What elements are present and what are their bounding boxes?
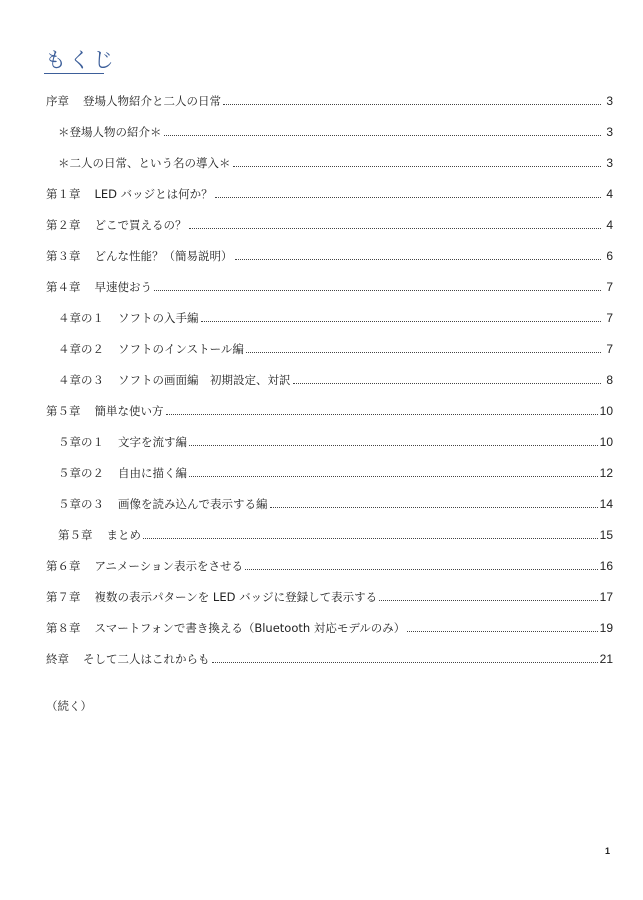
toc-entry-text: 画像を読み込んで表示する編 (118, 497, 268, 511)
toc-entry-page: 4 (606, 187, 613, 201)
toc-entry-number: 第３章 (46, 249, 81, 263)
toc-entry[interactable] (46, 555, 613, 573)
toc-entry-text: ＊二人の日常、という名の導入＊ (58, 156, 231, 170)
toc-entry-page: 6 (606, 249, 613, 263)
toc-entry[interactable] (46, 648, 613, 666)
toc-entry-text: ソフトの入手編 (118, 311, 199, 325)
toc-entry-page: 7 (606, 280, 613, 294)
toc-entry-number: 第８章 (46, 621, 81, 635)
toc-entry[interactable] (58, 338, 613, 356)
toc-entry-number: 序章 (46, 94, 69, 108)
toc-entry-text: まとめ (106, 528, 141, 542)
toc-entry-leader (407, 631, 597, 632)
toc-entry-page: 3 (606, 156, 613, 170)
toc-entry-text: どんな性能？（簡易説明） (94, 249, 233, 263)
toc-entry-number: 第２章 (46, 218, 81, 232)
toc-title: もくじ (45, 48, 117, 72)
toc-entry-number: 第１章 (46, 187, 81, 201)
toc-entry-number: 第５章 (58, 528, 93, 542)
toc-entry-leader (235, 259, 602, 260)
toc-entry-text: どこで買えるの？ (94, 218, 187, 232)
toc-entry[interactable] (58, 307, 613, 325)
continued-note: （続く） (46, 699, 92, 713)
toc-entry-leader (189, 476, 598, 477)
toc-entry-page: 10 (599, 435, 613, 449)
toc-entry-text: スマートフォンで書き換える（Bluetooth 対応モデルのみ） (94, 621, 406, 635)
toc-entry-page: 3 (606, 125, 613, 139)
toc-entry[interactable] (58, 493, 613, 511)
toc-entry-leader (379, 600, 598, 601)
toc-entry-leader (189, 445, 598, 446)
toc-entry[interactable] (58, 462, 613, 480)
toc-entry-page: 7 (606, 311, 613, 325)
toc-entry-number: ５章の１ (58, 435, 104, 449)
toc-entry-leader (245, 569, 598, 570)
toc-entry[interactable] (46, 586, 613, 604)
toc-entry-page: 7 (606, 342, 613, 356)
toc-entry-page: 14 (599, 497, 613, 511)
toc-entry-number: ４章の３ (58, 373, 104, 387)
toc-entry-page: 17 (599, 590, 613, 604)
toc-entry[interactable] (58, 524, 613, 542)
toc-entry-leader (246, 352, 601, 353)
toc-entry-number: 第４章 (46, 280, 81, 294)
toc-entry-text: アニメーション表示をさせる (94, 559, 243, 573)
toc-entry-leader (189, 228, 602, 229)
toc-entry-text: 簡単な使い方 (94, 404, 164, 418)
toc-entry-text: ＊登場人物の紹介＊ (58, 125, 162, 139)
toc-entry-page: 19 (599, 621, 613, 635)
toc-entry[interactable] (46, 214, 613, 232)
toc-entry-number: ５章の３ (58, 497, 104, 511)
toc-entry[interactable] (58, 369, 613, 387)
toc-entry-text: 文字を流す編 (118, 435, 187, 449)
toc-entry-page: 12 (599, 466, 613, 480)
toc-entry-leader (293, 383, 602, 384)
toc-entry-page: 8 (606, 373, 613, 387)
toc-entry[interactable] (46, 90, 613, 108)
toc-title-underline (44, 73, 104, 74)
toc-entry-text: 登場人物紹介と二人の日常 (83, 94, 221, 108)
toc-entry-leader (164, 135, 602, 136)
toc-entry[interactable] (46, 183, 613, 201)
toc-entry-text: ソフトのインストール編 (118, 342, 244, 356)
toc-entry-number: ４章の２ (58, 342, 104, 356)
toc-entry-page: 10 (599, 404, 613, 418)
toc-entry-number: ５章の２ (58, 466, 104, 480)
toc-entry-leader (143, 538, 598, 539)
toc-entry-page: 16 (599, 559, 613, 573)
toc-entry[interactable] (58, 121, 613, 139)
toc-entry-page: 3 (606, 94, 613, 108)
toc-entry-text: 複数の表示パターンを LED バッジに登録して表示する (94, 590, 378, 604)
toc-entry-page: 21 (599, 652, 613, 666)
page-number: 1 (605, 846, 611, 856)
toc-entry-leader (223, 104, 601, 105)
toc-entry-text: そして二人はこれからも (83, 652, 210, 666)
toc-entry[interactable] (46, 400, 613, 418)
toc-entry-number: 第６章 (46, 559, 81, 573)
toc-entry-number: 終章 (46, 652, 69, 666)
toc-entry-leader (201, 321, 602, 322)
toc-entry-page: 15 (599, 528, 613, 542)
toc-entry[interactable] (46, 617, 613, 635)
toc-entry-leader (215, 197, 601, 198)
toc-entry-number: 第７章 (46, 590, 81, 604)
toc-entry[interactable] (58, 152, 613, 170)
toc-entry-text: LED バッジとは何か？ (94, 187, 213, 201)
toc-entry-number: ４章の１ (58, 311, 104, 325)
toc-entry[interactable] (58, 431, 613, 449)
toc-entry-text: ソフトの画面編 初期設定、対訳 (118, 373, 291, 387)
toc-entry[interactable] (46, 276, 613, 294)
toc-entry-leader (166, 414, 598, 415)
toc-entry-page: 4 (606, 218, 613, 232)
toc-entry-text: 早速使おう (94, 280, 152, 294)
toc-entry-leader (154, 290, 601, 291)
toc-entry-leader (212, 662, 598, 663)
toc-entry-number: 第５章 (46, 404, 81, 418)
toc-entry-leader (270, 507, 598, 508)
toc-entry-text: 自由に描く編 (118, 466, 187, 480)
toc-entry[interactable] (46, 245, 613, 263)
toc-entry-leader (233, 166, 602, 167)
